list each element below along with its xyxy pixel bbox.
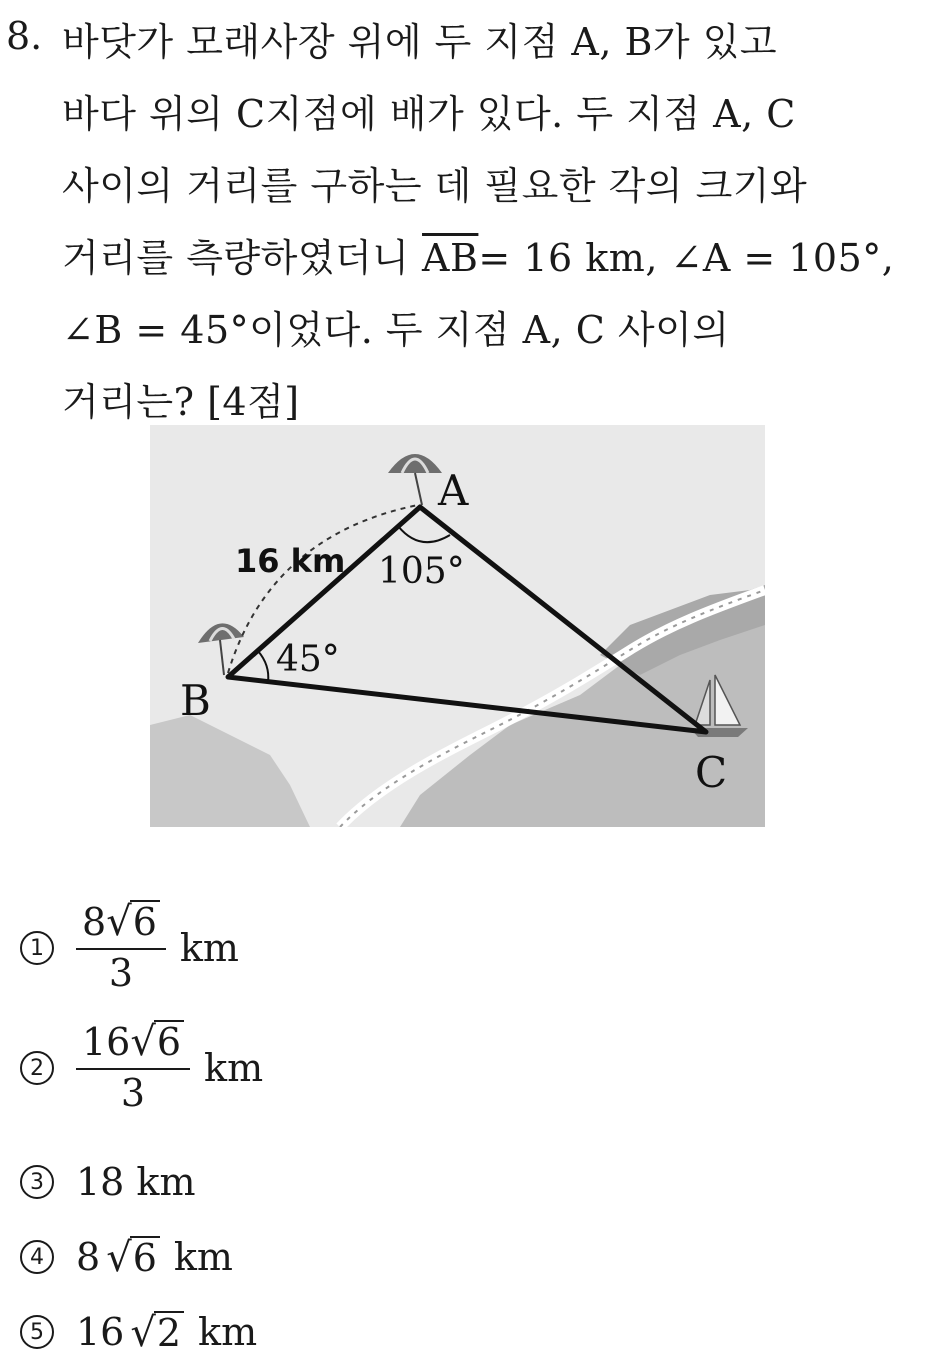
choice-4-unit: km bbox=[173, 1235, 233, 1279]
choice-5-marker: 5 bbox=[20, 1315, 54, 1349]
choice-1-fraction: 8 √ 6 3 bbox=[76, 900, 166, 996]
choice-5-unit: km bbox=[198, 1310, 258, 1354]
choice-1[interactable] bbox=[20, 900, 239, 996]
distance-label: 16 km bbox=[235, 542, 346, 580]
angle-b-label: 45° bbox=[276, 639, 340, 680]
question-line-6: 거리는? [4점] bbox=[62, 380, 300, 424]
line-4-suffix: = 16 km, ∠A = 105°, bbox=[478, 236, 895, 280]
choice-1-marker: 1 bbox=[20, 931, 54, 965]
question-line-3: 사이의 거리를 구하는 데 필요한 각의 크기와 bbox=[62, 164, 808, 208]
question-text bbox=[62, 6, 922, 438]
question-line-5: ∠B = 45°이었다. 두 지점 A, C 사이의 bbox=[62, 308, 730, 352]
choice-2-denominator: 3 bbox=[120, 1071, 146, 1115]
choice-3[interactable] bbox=[20, 1160, 196, 1204]
question-line-2: 바다 위의 C지점에 배가 있다. 두 지점 A, C bbox=[62, 92, 796, 136]
choice-4-marker: 4 bbox=[20, 1240, 54, 1274]
choice-2-marker: 2 bbox=[20, 1051, 54, 1085]
question-line-4 bbox=[62, 222, 922, 294]
choice-3-marker: 3 bbox=[20, 1165, 54, 1199]
label-c: C bbox=[695, 748, 728, 797]
choice-2[interactable] bbox=[20, 1020, 263, 1116]
triangle-figure bbox=[150, 425, 765, 827]
choice-2-radicand: 6 bbox=[154, 1020, 184, 1062]
choice-5[interactable]: 5 16 √ 2 km bbox=[20, 1310, 257, 1354]
line-4-prefix: 거리를 측량하였더니 bbox=[62, 236, 423, 280]
choice-1-coef: 8 bbox=[82, 900, 107, 944]
choice-4[interactable]: 4 8 √ 6 km bbox=[20, 1235, 233, 1279]
choice-5-coef: 16 bbox=[76, 1310, 125, 1354]
segment-ab: $\overline{AB}$ bbox=[422, 236, 479, 280]
choice-2-fraction: 16 √ 6 3 bbox=[76, 1020, 190, 1116]
label-b: B bbox=[180, 676, 211, 725]
label-a: A bbox=[438, 466, 469, 515]
choice-2-coef: 16 bbox=[82, 1020, 131, 1064]
angle-a-label: 105° bbox=[378, 551, 465, 592]
choice-1-unit: km bbox=[179, 926, 239, 970]
choice-4-coef: 8 bbox=[76, 1235, 101, 1279]
choice-4-radicand: 6 bbox=[130, 1236, 160, 1278]
question-number: 8. bbox=[6, 14, 43, 58]
choice-3-text: 18 km bbox=[76, 1160, 196, 1204]
choice-5-radicand: 2 bbox=[154, 1311, 184, 1353]
choice-1-radicand: 6 bbox=[130, 900, 160, 942]
choice-2-unit: km bbox=[204, 1046, 264, 1090]
question-line-1: 바닷가 모래사장 위에 두 지점 A, B가 있고 bbox=[62, 20, 778, 64]
choice-1-denominator: 3 bbox=[108, 951, 134, 995]
